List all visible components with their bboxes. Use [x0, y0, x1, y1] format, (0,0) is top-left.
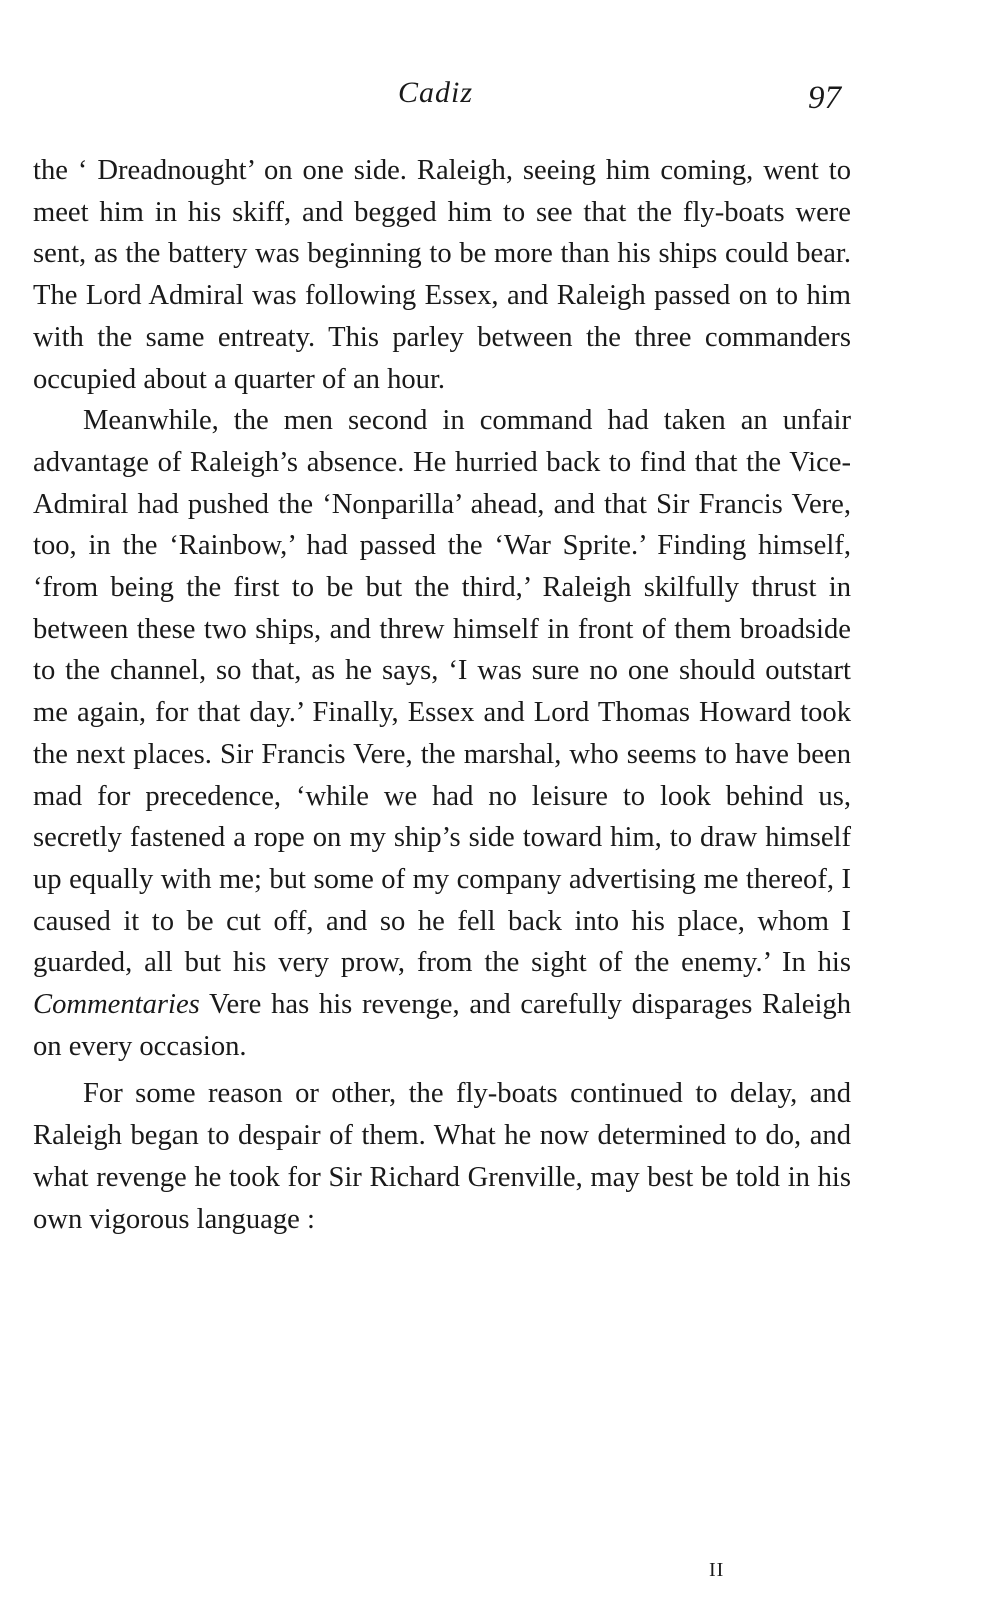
running-head: [0, 76, 1002, 120]
running-head-title: Cadiz: [398, 76, 474, 109]
paragraph-continued: the ‘ Dreadnought’ on one side. Raleigh, seeing him coming, went to meet him in his skiff, and begged him to see that the fly-boats were sent, as the battery was beginning to be more than his ships could bear. The Lord Admiral was following Essex, and Raleigh passed on to him with the same entreaty. This parley between the three commanders occupied about a quarter of an hour.: [33, 155, 851, 395]
paragraph: [33, 400, 851, 1067]
paragraph-text: Meanwhile, the men second in command had taken an unfair advantage of Raleigh’s absence. He hurried back to find that the Vice-Admiral had pushed the ‘Nonparilla’ ahead, and that Sir Francis Vere, too, in the ‘Rainbow,’ had passed the ‘War Sprite.’ Finding himself, ‘from being the first to be but the third,’ Raleigh skilfully thrust in between these two ships, and threw himself in front of them broadside to the channel, so that, as he says, ‘I was sure no one should outstart me again, for that day.’ Finally, Essex and Lord Thomas Howard took the next places. Sir Francis Vere, the marshal, who seems to have been mad for precedence, ‘while we had no leisure to look behind us, secretly fastened a rope on my ship’s side toward him, to draw himself up equally with me; but some of my company advertising me thereof, I caused it to be cut off, and so he fell back into his place, whom I guarded, all but his very prow, from the sight of the enemy.’ In his: [33, 405, 851, 979]
body-text: [33, 150, 851, 1240]
signature-mark: II: [709, 1559, 725, 1581]
paragraph-text-tail: Vere has his revenge, and carefully disparages Raleigh on every occasion.: [33, 989, 851, 1062]
page-number: 97: [808, 80, 841, 116]
paragraph: For some reason or other, the fly-boats continued to delay, and Raleigh began to despair of them. What he now determined to do, and what revenge he took for Sir Richard Grenville, may best be told in his own vigorous language :: [33, 1078, 851, 1235]
italic-title: Commentaries: [33, 989, 200, 1021]
